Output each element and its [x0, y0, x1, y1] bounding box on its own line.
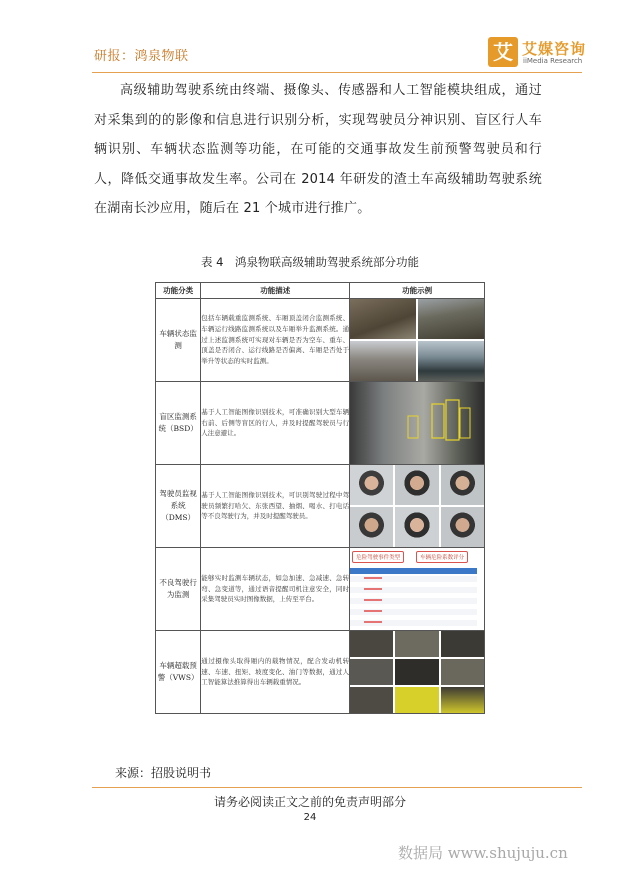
table-header-row	[156, 283, 485, 299]
driver-photo	[441, 465, 484, 505]
detection-box	[432, 404, 444, 438]
row-category: 盲区监测系统（BSD）	[156, 382, 201, 465]
table-caption: 表 4 鸿泉物联高级辅助驾驶系统部分功能	[201, 255, 419, 269]
page-number: 24	[303, 812, 317, 823]
row-example	[350, 631, 485, 714]
col-header-example: 功能示例	[350, 283, 485, 299]
example-photo	[418, 341, 484, 381]
row-example	[350, 465, 485, 548]
table-row	[156, 548, 485, 631]
table-row	[156, 465, 485, 548]
dashboard-label: 车辆危险系数评分	[416, 551, 468, 563]
cargo-photo	[350, 687, 393, 713]
row-category: 不良驾驶行为监测	[156, 548, 201, 631]
detection-box	[408, 416, 418, 438]
example-photo	[350, 382, 484, 464]
cargo-photo	[441, 659, 484, 685]
dashboard-highlight	[364, 577, 382, 629]
dashboard-header-bar	[350, 568, 477, 574]
logo-english: iiMedia Research	[523, 57, 583, 65]
example-image-grid	[350, 631, 484, 713]
cargo-photo	[395, 631, 438, 657]
row-example	[350, 382, 485, 465]
source-note: 来源：招股说明书	[115, 766, 212, 780]
cargo-photo	[441, 631, 484, 657]
watermark: 数据局 www.shujuju.cn	[398, 844, 568, 862]
table-row	[156, 299, 485, 382]
footer-divider	[92, 787, 582, 788]
example-photo	[350, 299, 416, 339]
cargo-photo	[441, 687, 484, 713]
logo-name: 艾媒咨询	[522, 40, 587, 58]
row-description: 能够实时监测车辆状态，如急加速、急减速、急转弯、急变道等，通过语音提醒司机注意安全，同时采集驾驶员实时图像数据，上传至平台。	[201, 548, 350, 631]
row-category: 车辆状态监测	[156, 299, 201, 382]
example-photo	[418, 299, 484, 339]
cargo-photo	[395, 687, 438, 713]
row-description: 包括车辆载重监测系统、车厢顶盖闭合监测系统、车辆运行线路监测系统以及车厢举升监测系统。通过上述监测系统可实现对车辆是否为空车、重车、顶盖是否闭合、运行线路是否偏离、车厢是否处于举升等状态的实时监测。	[201, 299, 350, 382]
driver-photo	[350, 465, 393, 505]
col-header-category: 功能分类	[156, 283, 201, 299]
cargo-photo	[350, 659, 393, 685]
monitoring-dashboard	[350, 548, 484, 630]
logo-mark: 艾	[488, 37, 518, 67]
table-row	[156, 382, 485, 465]
example-photo	[350, 341, 416, 381]
header-divider	[92, 72, 582, 73]
driver-photo	[441, 507, 484, 547]
row-category: 驾驶员监视系统（DMS）	[156, 465, 201, 548]
body-paragraph: 高级辅助驾驶系统由终端、摄像头、传感器和人工智能模块组成，通过对采集到的的影像和信息进行识别分析，实现驾驶员分神识别、盲区行人车辆识别、车辆状态监测等功能，在可能的交通事故发生前预警驾驶员和行人，降低交通事故发生率。公司在 2014 年研发的渣土车高级辅助驾驶系统在湖南长沙应用，随后在 21 个城市进行推广。	[94, 83, 542, 216]
row-description: 通过摄像头取得厢内的载物情况，配合发动机转速、车速、扭矩、坡度变化、油门等数据，通过人工智能算法推算得出车辆载重情况。	[201, 631, 350, 714]
function-table	[155, 282, 485, 714]
row-example	[350, 548, 485, 631]
cargo-photo	[350, 631, 393, 657]
col-header-description: 功能描述	[201, 283, 350, 299]
detection-overlay	[350, 382, 477, 464]
row-category: 车辆超载预警（VWS）	[156, 631, 201, 714]
row-example	[350, 299, 485, 382]
row-description: 基于人工智能图像识别技术，可准确识别大型车辆右前、后侧等盲区的行人，并及时提醒驾驶员与行人注意避让。	[201, 382, 350, 465]
row-description: 基于人工智能图像识别技术，可识别驾驶过程中驾驶员频繁打哈欠、东张西望、抽烟、喝水、打电话等不良驾驶行为，并及时提醒驾驶员。	[201, 465, 350, 548]
detection-box	[460, 408, 470, 438]
driver-photo	[395, 465, 438, 505]
footer-disclaimer: 请务必阅读正文之前的免责声明部分	[213, 795, 406, 809]
example-image-grid	[350, 465, 484, 547]
detection-box	[446, 400, 459, 440]
example-image-grid	[350, 299, 484, 381]
cargo-photo	[395, 659, 438, 685]
header-title: 研报：鸿泉物联	[94, 49, 189, 64]
driver-photo	[350, 507, 393, 547]
driver-photo	[395, 507, 438, 547]
iimedia-logo	[488, 37, 587, 69]
dashboard-label: 危险驾驶事件类型	[352, 551, 404, 563]
table-row	[156, 631, 485, 714]
